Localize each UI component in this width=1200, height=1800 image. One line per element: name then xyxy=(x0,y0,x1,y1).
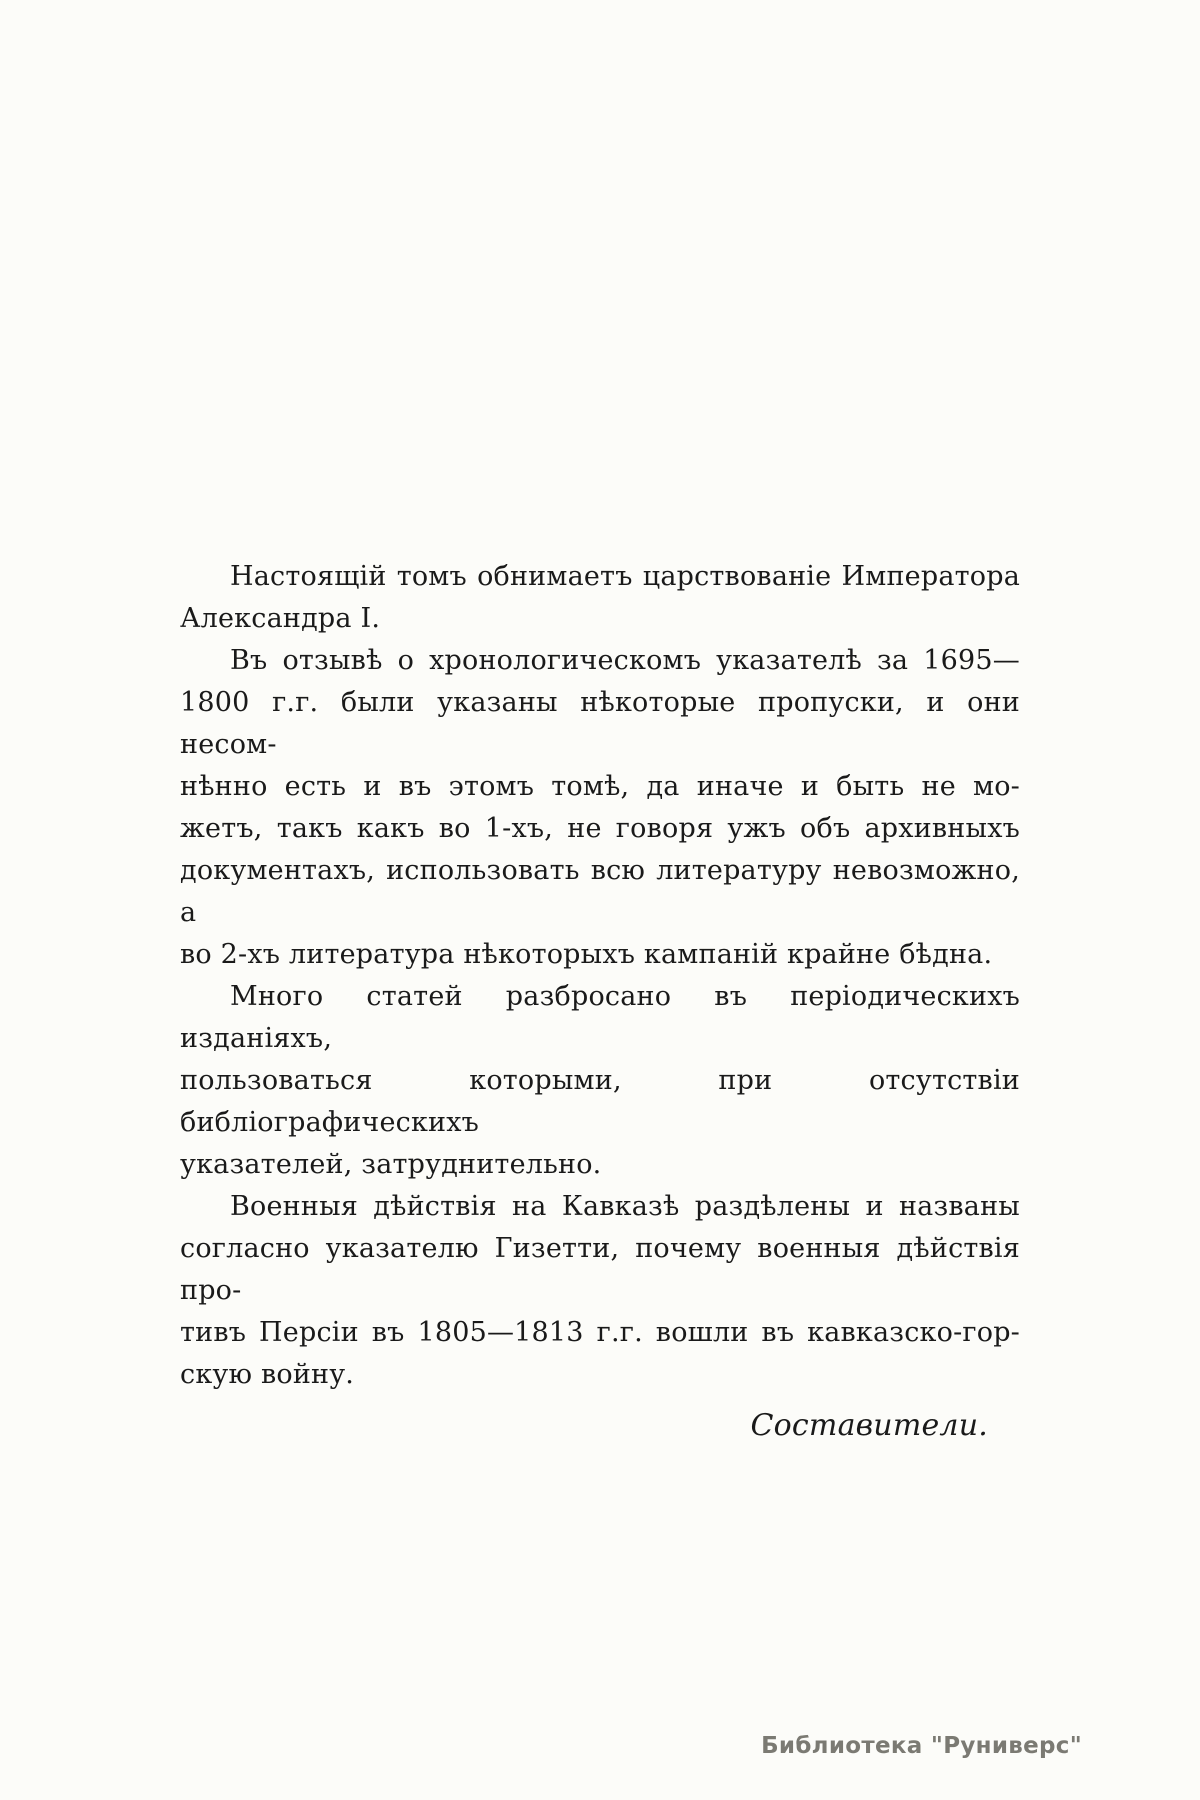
watermark: Библиотека "Руниверс" xyxy=(761,1733,1082,1759)
text-line: указателей, затруднительно. xyxy=(180,1149,602,1180)
text-line: Много статей разбросано въ періодическихъ изданіяхъ, xyxy=(180,981,1020,1054)
text-line: документахъ, использовать всю литературу невозможно, а xyxy=(180,855,1020,928)
text-line: жетъ, такъ какъ во 1-хъ, не говоря ужъ объ архивныхъ xyxy=(180,813,1020,844)
text-line: пользоваться которыми, при отсутствіи библіографическихъ xyxy=(180,1065,1020,1138)
text-line: Въ отзывѣ о хронологическомъ указателѣ за 1695— xyxy=(230,645,1020,676)
text-line: тивъ Персіи въ 1805—1813 г.г. вошли въ кавказско-гор- xyxy=(180,1317,1020,1348)
text-line: скую войну. xyxy=(180,1359,355,1390)
text-line: согласно указателю Гизетти, почему военныя дѣйствія про- xyxy=(180,1233,1020,1306)
paragraph-lines xyxy=(180,556,1020,1396)
signature-line: Составители. xyxy=(750,1408,988,1443)
text-line: 1800 г.г. были указаны нѣкоторые пропуски, и они несом- xyxy=(180,687,1020,760)
body-text xyxy=(180,556,1020,1448)
text-line: Настоящій томъ обнимаетъ царствованіе Императора xyxy=(230,561,1020,592)
text-line: Александра I. xyxy=(180,603,381,634)
text-line: во 2-хъ литература нѣкоторыхъ кампаній крайне бѣдна. xyxy=(180,939,993,970)
text-line: Военныя дѣйствія на Кавказѣ раздѣлены и названы xyxy=(230,1191,1020,1222)
text-line: нѣнно есть и въ этомъ томѣ, да иначе и быть не мо- xyxy=(180,771,1020,802)
